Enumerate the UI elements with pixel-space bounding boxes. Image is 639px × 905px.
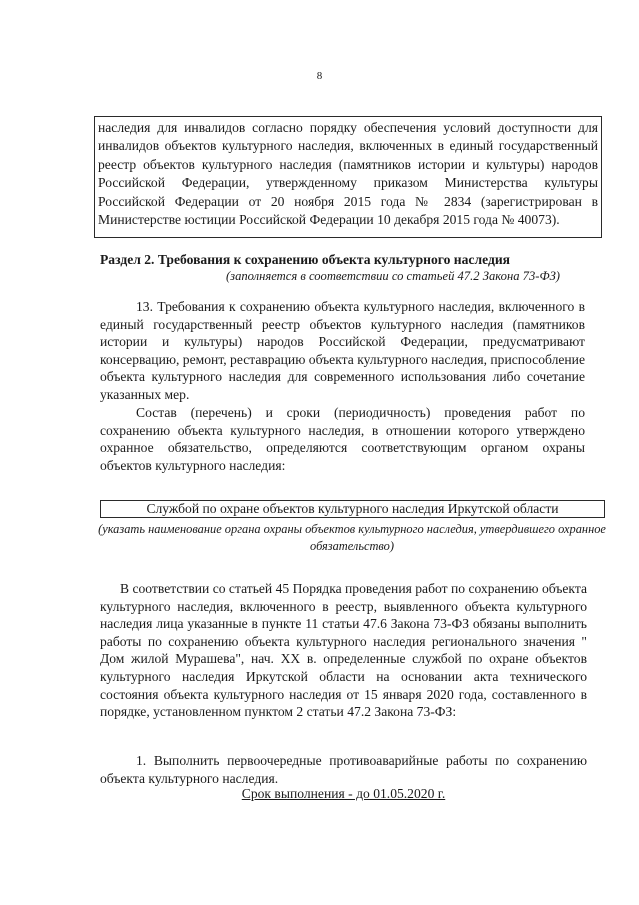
- deadline-text: Срок выполнения - до 01.05.2020 г.: [241, 786, 446, 801]
- boxed-text-block: наследия для инвалидов согласно порядку обеспечения условий доступности для инвалидов объектов культурного наследия, включенных в единый государственный реестр объектов культурного наследия (памятников истории и культуры) народов Российской Федерации, утвержденному приказом Министерства культуры Российской Федерации от 20 ноября 2015 года № 2834 (зарегистрирован в Министерстве юстиции Российской Федерации 10 декабря 2015 года № 40073).: [94, 116, 602, 238]
- list-item-1: [100, 752, 587, 787]
- paragraph-composition: [100, 404, 585, 474]
- paragraph-composition-text: Состав (перечень) и сроки (периодичность) проведения работ по сохранению объекта культурного наследия, в отношении которого утверждено охранное обязательство, определяются соответствующим органом охраны объектов культурного наследия:: [100, 405, 585, 473]
- authority-field-note: (указать наименование органа охраны объектов культурного наследия, утвердившего охранное обязательство): [98, 522, 606, 553]
- list-item-1-text: 1. Выполнить первоочередные противоаварийные работы по сохранению объекта культурного наследия.: [100, 753, 587, 786]
- authority-field: Службой по охране объектов культурного наследия Иркутской области: [100, 500, 605, 518]
- paragraph-article-45-text: В соответствии со статьей 45 Порядка проведения работ по сохранению объекта культурного наследия, включенного в реестр, выявленного объекта культурного наследия лица указанные в пункте 11 статьи 47.6 Закона 73-ФЗ обязаны выполнить работы по сохранению объекта культурного наследия регионального значения " Дом жилой Мурашева", нач. XX в. определенные службой по охране объектов культурного наследия Иркутской области на основании акта технического состояния объекта культурного наследия от 15 января 2020 года, составленного в порядке, установленном пунктом 2 статьи 47.2 Закона 73-ФЗ:: [100, 581, 587, 720]
- deadline-line: [100, 786, 587, 802]
- paragraph-13: [100, 298, 585, 404]
- paragraph-article-45: [100, 580, 587, 721]
- paragraph-13-text: 13. Требования к сохранению объекта культурного наследия, включенного в единый государственный реестр объектов культурного наследия (памятников истории и культуры) народов Российской Федерации, предусматривают консервацию, ремонт, реставрацию объекта культурного наследия, приспособление объекта культурного наследия для современного использования либо сочетание указанных мер.: [100, 299, 585, 402]
- page-number: 8: [316, 70, 323, 82]
- section-heading: Раздел 2. Требования к сохранению объекта культурного наследия: [100, 252, 511, 267]
- section-subheading: (заполняется в соответствии со статьей 47.2 Закона 73-ФЗ): [225, 269, 560, 283]
